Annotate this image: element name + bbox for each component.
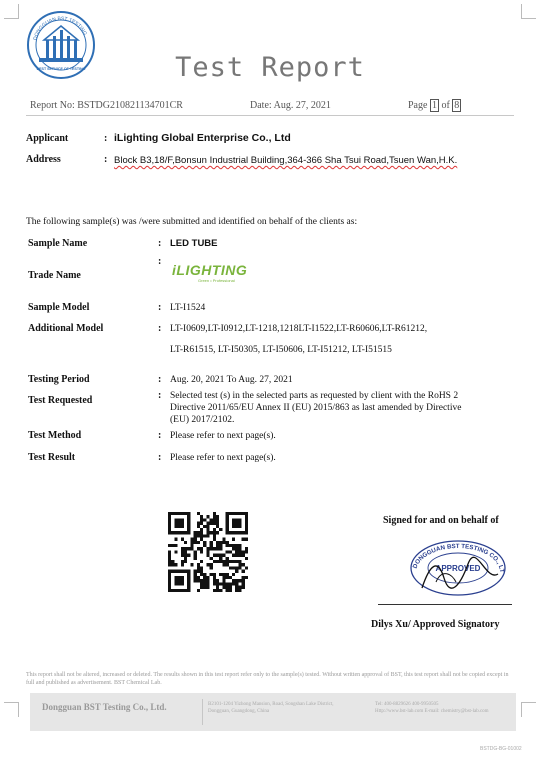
colon: : (104, 154, 108, 165)
logo-caption: BEST SERVICE OF TESTING (36, 67, 86, 71)
footer-divider (202, 699, 203, 725)
testing-period-value: Aug. 20, 2021 To Aug. 27, 2021 (170, 375, 293, 385)
page-total: 8 (454, 100, 460, 111)
brand-name: iLIGHTING (172, 262, 248, 278)
page-of: of (441, 100, 450, 111)
page-current: 1 (431, 100, 437, 111)
report-number: Report No: BSTDG210821134701CR (30, 100, 183, 111)
colon: : (104, 133, 108, 144)
test-method-label: Test Method (28, 430, 82, 441)
report-date: Date: Aug. 27, 2021 (250, 100, 331, 111)
qr-code (168, 512, 248, 592)
footer-bar (30, 693, 516, 731)
svg-text:DONGGUAN BST TESTING: DONGGUAN BST TESTING (32, 15, 88, 41)
applicant-value: iLighting Global Enterprise Co., Ltd (114, 132, 291, 144)
crop-mark (521, 702, 536, 717)
colon: : (158, 302, 162, 313)
signatory-text: Dilys Xu/ Approved Signatory (371, 619, 500, 630)
crop-mark (521, 4, 536, 19)
sample-model-value: LT-I1524 (170, 303, 206, 313)
additional-model-line1: LT-I0609,LT-I0912,LT-1218,1218LT-I1522,LT-R60606,LT-R61212, (170, 324, 428, 334)
colon: : (158, 323, 162, 334)
crop-mark (4, 702, 19, 717)
approved-stamp (408, 538, 508, 603)
test-requested-label: Test Requested (28, 395, 93, 406)
testing-period-label: Testing Period (28, 374, 90, 385)
test-result-label: Test Result (28, 452, 76, 463)
intro-text: The following sample(s) was /were submitted and identified on behalf of the clients as: (26, 217, 358, 227)
colon: : (158, 452, 162, 463)
page-indicator (408, 100, 461, 111)
colon: : (158, 430, 162, 441)
brand-tagline: Green • Professional (198, 278, 235, 283)
footer-address: B2101-1204 Yizhong Mansion, Road, Songshan Lake District, Dongguan, Guangdong, China (208, 702, 334, 714)
stamp-approved-text: APPROVED (435, 564, 481, 573)
stamp-ring-text: DONGGUAN BST TESTING CO., LT (411, 542, 506, 573)
footer-contact: Tel: 400-8829626 400-9950505 Http://www.bst-lab.com E-mail: chemistry@bst-lab.com (375, 702, 489, 714)
signature-line (378, 604, 512, 605)
header-divider (26, 115, 514, 116)
sample-name-label: Sample Name (28, 238, 88, 249)
colon: : (158, 238, 162, 249)
ilighting-logo (172, 262, 247, 283)
colon: : (158, 374, 162, 385)
address-label: Address (26, 154, 61, 165)
footer-company: Dongguan BST Testing Co., Ltd. (42, 702, 167, 712)
additional-model-label: Additional Model (28, 323, 104, 334)
test-requested-line2: Directive 2011/65/EU Annex II (EU) 2015/863 as last amended by Directive (170, 403, 462, 413)
signed-for-text: Signed for and on behalf of (383, 515, 499, 526)
sample-name-value: LED TUBE (170, 238, 218, 249)
applicant-label: Applicant (26, 133, 69, 144)
page-title: Test Report (175, 52, 365, 83)
page-prefix: Page (408, 100, 428, 111)
form-code: BSTDG-BG-01002 (480, 746, 522, 752)
additional-model-line2: LT-R61515, LT-I50305, LT-I50606, LT-I51212, LT-I51515 (170, 345, 392, 355)
address-value: Block B3,18/F,Bonsun Industrial Building,364-366 Sha Tsui Road,Tsuen Wan,H.K. (114, 155, 458, 166)
trade-name-label: Trade Name (28, 270, 81, 281)
colon: : (158, 256, 162, 267)
test-requested-line3: (EU) 2017/2102. (170, 415, 235, 425)
disclaimer-text: This report shall not be altered, increased or deleted. The results shown in this test report refer only to the sample(s) tested. Without written approval of BST, this test report shall not be copied except in full and published as advertisement. BST Chemical Lab. (26, 672, 509, 686)
test-result-value: Please refer to next page(s). (170, 453, 276, 463)
test-method-value: Please refer to next page(s). (170, 431, 276, 441)
test-requested-line1: Selected test (s) in the selected parts as requested by client with the RoHS 2 (170, 391, 459, 401)
crop-mark (4, 4, 19, 19)
sample-model-label: Sample Model (28, 302, 90, 313)
colon: : (158, 390, 162, 401)
